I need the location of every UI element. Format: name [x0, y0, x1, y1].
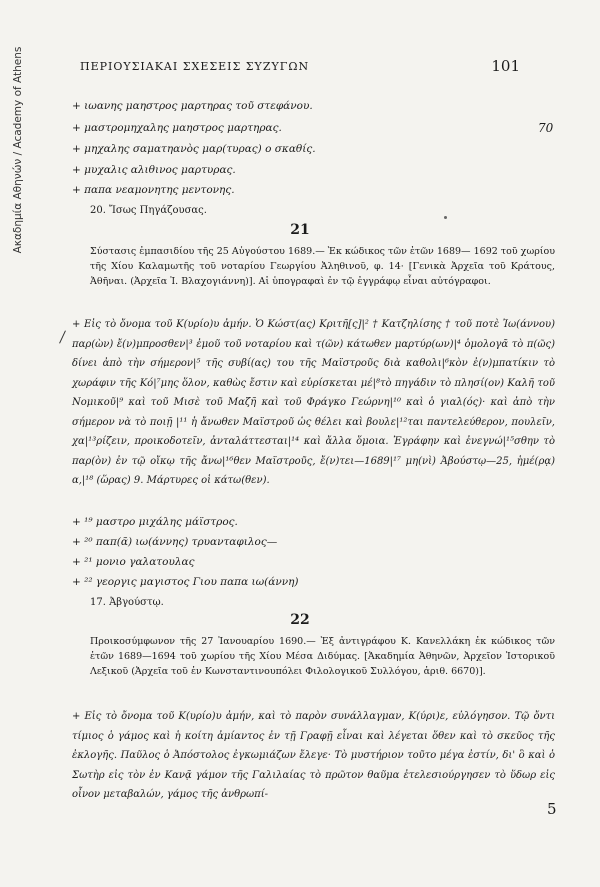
margin-mark	[59, 330, 66, 343]
document-intro: Προικοσύμφωνον τῆς 27 Ἰανουαρίου 1690.— Ἐξ ἀντιγράφου Κ. Κανελλάκη ἐκ κώδικος τῶν ἐτῶν 1689—1694 τοῦ χωρίου τῆς Χίου Μέσα Διδύμας. [Ἀκαδημία Ἀθηνῶν, Ἀρχεῖον Ἱστορικοῦ Λεξικοῦ (Ἀρχεῖα τοῦ ἐν Κωνσταντινουπόλει Φιλολογικοῦ Συλλόγου, ἀριθ. 6670)].	[90, 636, 555, 677]
page-number: 101	[491, 57, 520, 75]
witness-line: + ¹⁹ μαστρο μιχάλης μάϊστρος.	[72, 516, 238, 528]
margin-number-70: 70	[538, 121, 554, 135]
footnote: 17. Ἀβγούστῳ.	[90, 597, 164, 608]
side-label: Ακαδημία Αθηνών / Academy of Athens	[12, 46, 24, 254]
document-intro: Σύστασις ἐμπασιδίου τῆς 25 Αὐγούστου 1689.— Ἐκ κώδικος τῶν ἐτῶν 1689— 1692 τοῦ χωρίου τῆς Χίου Καλαμωτῆς τοῦ νοταρίου Γεωργίου Ἀληθινοῦ, φ. 14· [Γενικὰ Ἀρχεῖα τοῦ Κράτους, Ἀθῆναι. (Ἀρχεῖα Ἰ. Βλαχογιάννη)]. Αἱ ὑπογραφαὶ ἐν τῷ ἐγγράφῳ εἶναι αὐτόγραφοι.	[90, 246, 555, 287]
witness-line: + ιωανης μαηστρος μαρτηρας τοῦ στεφάνου.	[72, 100, 313, 112]
witness-line: + μαστρομηχαλης μαηστρος μαρτηρας.	[72, 122, 282, 134]
document-number: 22	[290, 612, 310, 628]
witness-line: + ²² γεοργις μαγιστος Γιου παπα ιω(άννη)	[72, 576, 299, 588]
document-text: + Εἰς τὸ ὄνομα τοῦ Κ(υρίο)υ ἀμήν, καὶ τὸ παρὸν συνάλλαγμαν, Κ(ύρι)ε, εὐλόγησον. Τῷ ὄντι τίμιος ὁ γάμος καὶ ἡ κοίτη ἀμίαντος ἐν τῇ Γραφῇ εἶναι καὶ λέγεται ὅθεν καὶ τὸ σκεῦος τῆς ἐκλογῆς. Παῦλος ὁ Ἀπόστολος ἐγκωμιάζων ἔλεγε· Τὸ μυστήριον τοῦτο μέγα ἐστίν, δι' ὃ καὶ ὁ Σωτὴρ εἰς τὸν ἐν Κανᾷ γάμον τῆς Γαλιλαίας τὸ πρῶτον θαῦμα ἐτελεσιούργησεν τὸ ὕδωρ εἰς οἶνον μεταβαλών, γάμος τῆς ἀνθρωπί-	[72, 711, 555, 800]
ink-dot	[444, 216, 447, 219]
document-text: + Εἰς τὸ ὄνομα τοῦ Κ(υρίο)υ ἀμήν. Ὁ Κώστ(ας) Κριτῆ[ς]|² † Κατζηλίσης † τοῦ ποτὲ Ἰω(άννου) παρ(ὼν) ἔ(ν)μπροσθεν|³ ἐμοῦ τοῦ νοταρίου καὶ τ(ῶν) κάτωθεν μαρτύρ(ων)|⁴ ὁμολογᾶ τὸ π(ῶς) δίνει ἀπὸ τὴν σήμερον|⁵ τῆς συβί(ας) του τῆς Μαϊστροῦς διὰ καθολι|⁶κὸν ἐ(ν)μπατίκιν τὸ χωράφιν τῆς Κό|⁷μης ὅλον, καθὼς ἔστιν καὶ εὑρίσκεται μέ|⁸τὸ πηγάδιν τὸ πλησί(ον) Καλῆ τοῦ Νομικοῦ|⁹ καὶ τοῦ Μισὲ τοῦ Μαζῆ καὶ τοῦ Φράγκο Γεώρνη|¹⁰ καὶ ὁ γιαλ(ός)· καὶ ἀπὸ τὴν σήμερον νὰ τὸ ποιῇ |¹¹ ἡ ἄνωθεν Μαϊστροῦ ὡς θέλει καὶ βουλε|¹²ται παντελεύθερον, πουλεῖν, χα|¹³ρίζειν, προικοδοτεῖν, ἀνταλάττεσται|¹⁴ καὶ ἄλλα ὅμοια. Ἐγράφην καὶ ἐνεγνώ|¹⁵σθην τὸ παρ(ὸν) ἐν τῷ οἴκῳ τῆς ἄνω|¹⁶θεν Μαϊστροῦς, ἔ(ν)τει—1689|¹⁷ μη(νὶ) Ἀβούστῳ—25, ἡμέ(ρᾳ) α,|¹⁸ (ὥρας) 9. Μάρτυρες οἱ κάτω(θεν).	[72, 319, 555, 486]
header-title: ΠΕΡΙΟΥΣΙΑΚΑΙ ΣΧΕΣΕΙΣ ΣΥΖΥΓΩΝ	[80, 60, 310, 73]
witness-line: + παπα νεαμονητης μεντονης.	[72, 184, 235, 196]
running-header	[80, 57, 520, 75]
witness-line: + ²¹ μονιο γαλατουλας	[72, 556, 195, 568]
document-number: 21	[290, 222, 310, 238]
witness-line: + μυχαλις αλιθινος μαρτυρας.	[72, 164, 236, 176]
footnote: 20. Ἴσως Πηγάζουσας.	[90, 205, 207, 216]
witness-line: + ²⁰ παπ(ᾶ) ιω(άννης) τρυανταφιλος—	[72, 536, 278, 548]
margin-number-5: 5	[547, 800, 557, 818]
witness-line: + μηχαλης σαματηανὸς μαρ(τυρας) ο σκαθίς.	[72, 143, 316, 155]
